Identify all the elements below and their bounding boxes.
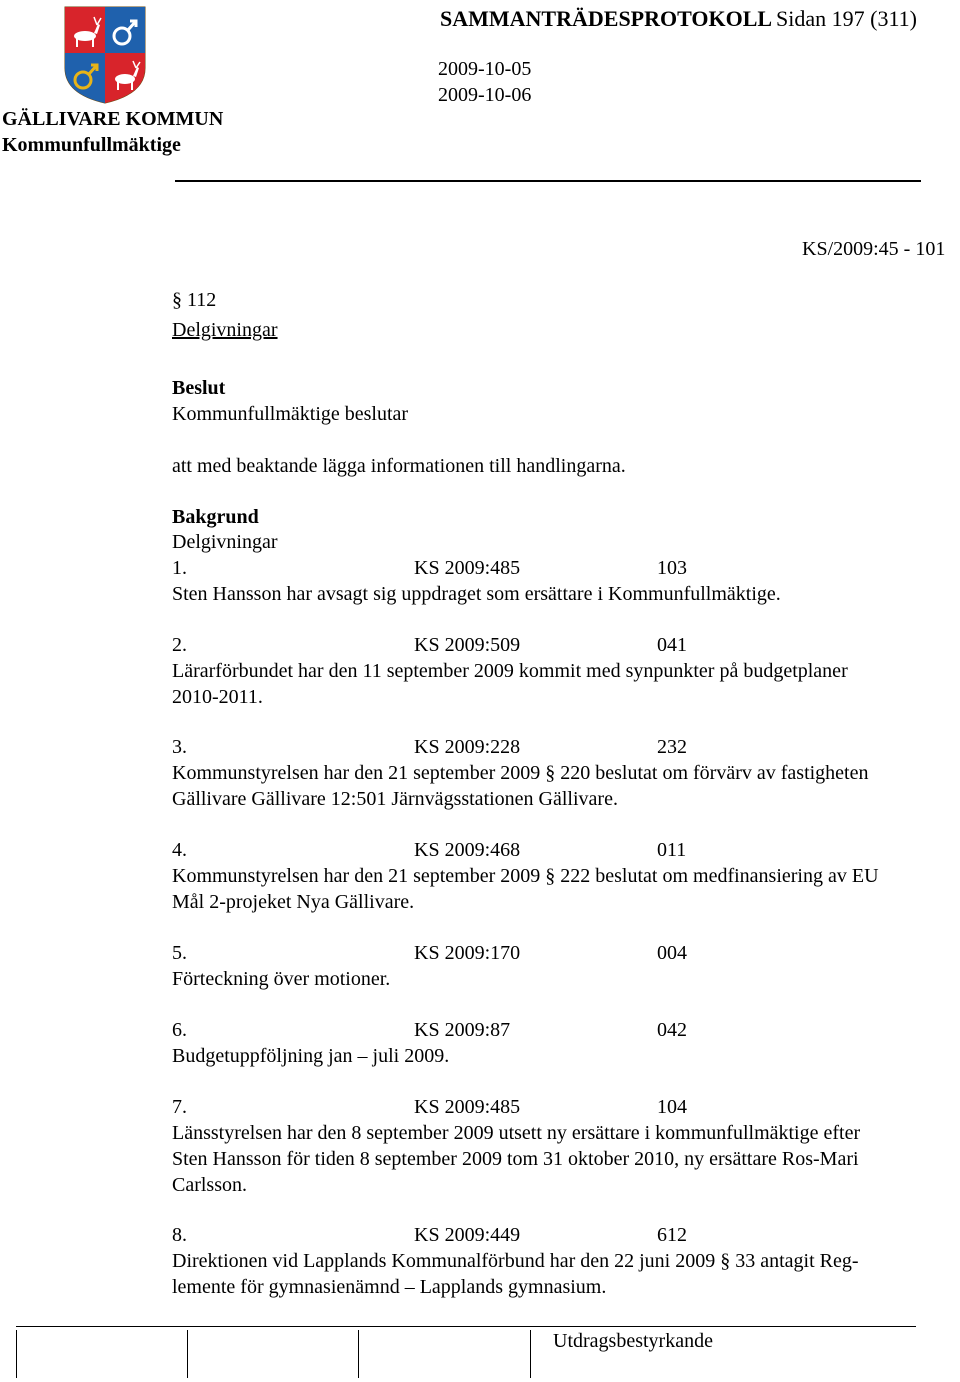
item-ks-number: KS 2009:449	[414, 1224, 521, 1246]
item-code: 004	[657, 942, 687, 964]
item-ks-number: KS 2009:228	[414, 736, 521, 758]
item-ks-number: KS 2009:509	[414, 634, 521, 656]
background-heading: Bakgrund	[172, 506, 259, 528]
item-number: 5.	[172, 942, 187, 964]
meeting-date-1: 2009-10-05	[438, 58, 532, 80]
item-number: 4.	[172, 839, 187, 861]
item-text-line: Sten Hansson har avsagt sig uppdraget som ersättare i Kommunfullmäktige.	[172, 583, 781, 605]
item-ks-number: KS 2009:170	[414, 942, 521, 964]
item-number: 1.	[172, 557, 187, 579]
item-ks-number: KS 2009:485	[414, 1096, 521, 1118]
organization-name: GÄLLIVARE KOMMUN	[2, 108, 224, 130]
signature-label: Utdragsbestyrkande	[553, 1330, 713, 1352]
item-code: 104	[657, 1096, 687, 1118]
item-text-line: lemente för gymnasienämnd – Lapplands gymnasium.	[172, 1276, 607, 1298]
item-ks-number: KS 2009:87	[414, 1019, 511, 1041]
item-code: 041	[657, 634, 687, 656]
signature-box-divider	[187, 1330, 188, 1378]
decision-intro: Kommunfullmäktige beslutar	[172, 403, 409, 425]
item-text-line: Budgetuppföljning jan – juli 2009.	[172, 1045, 450, 1067]
meeting-date-2: 2009-10-06	[438, 84, 532, 106]
item-text-line: Lärarförbundet har den 11 september 2009 kommit med synpunkter på budgetplaner	[172, 660, 848, 682]
item-text-line: Länsstyrelsen har den 8 september 2009 utsett ny ersättare i kommunfullmäktige efter	[172, 1122, 861, 1144]
item-text-line: Gällivare Gällivare 12:501 Järnvägsstationen Gällivare.	[172, 788, 618, 810]
item-text-line: Carlsson.	[172, 1174, 247, 1196]
decision-heading: Beslut	[172, 377, 226, 399]
protocol-title: SAMMANTRÄDESPROTOKOLL	[440, 6, 773, 31]
item-number: 2.	[172, 634, 187, 656]
signature-box-divider	[16, 1330, 17, 1378]
background-subtitle: Delgivningar	[172, 531, 278, 553]
footer-divider	[16, 1326, 916, 1327]
item-number: 6.	[172, 1019, 187, 1041]
coat-of-arms-logo	[64, 6, 146, 104]
case-number: KS/2009:45 - 101	[802, 238, 946, 260]
item-text-line: Direktionen vid Lapplands Kommunalförbund har den 22 juni 2009 § 33 antagit Reg-	[172, 1250, 859, 1272]
item-number: 3.	[172, 736, 187, 758]
item-code: 103	[657, 557, 687, 579]
body-name: Kommunfullmäktige	[2, 134, 181, 156]
header-divider	[175, 180, 921, 182]
paragraph-number: § 112	[172, 289, 217, 311]
item-ks-number: KS 2009:485	[414, 557, 521, 579]
item-text-line: Kommunstyrelsen har den 21 september 2009 § 220 beslutat om förvärv av fastigheten	[172, 762, 869, 784]
item-text-line: Sten Hansson för tiden 8 september 2009 tom 31 oktober 2010, ny ersättare Ros-Mari	[172, 1148, 859, 1170]
item-ks-number: KS 2009:468	[414, 839, 521, 861]
item-code: 042	[657, 1019, 687, 1041]
decision-text: att med beaktande lägga informationen till handlingarna.	[172, 455, 626, 477]
signature-box-divider	[530, 1330, 531, 1378]
section-title: Delgivningar	[172, 319, 278, 341]
signature-box-divider	[358, 1330, 359, 1378]
item-code: 011	[657, 839, 687, 861]
item-text-line: 2010-2011.	[172, 686, 263, 708]
item-code: 232	[657, 736, 687, 758]
item-text-line: Mål 2-projeket Nya Gällivare.	[172, 891, 415, 913]
item-text-line: Kommunstyrelsen har den 21 september 2009 § 222 beslutat om medfinansiering av EU	[172, 865, 879, 887]
item-code: 612	[657, 1224, 687, 1246]
page-info: Sidan 197 (311)	[776, 6, 917, 31]
item-text-line: Förteckning över motioner.	[172, 968, 391, 990]
item-number: 7.	[172, 1096, 187, 1118]
item-number: 8.	[172, 1224, 187, 1246]
